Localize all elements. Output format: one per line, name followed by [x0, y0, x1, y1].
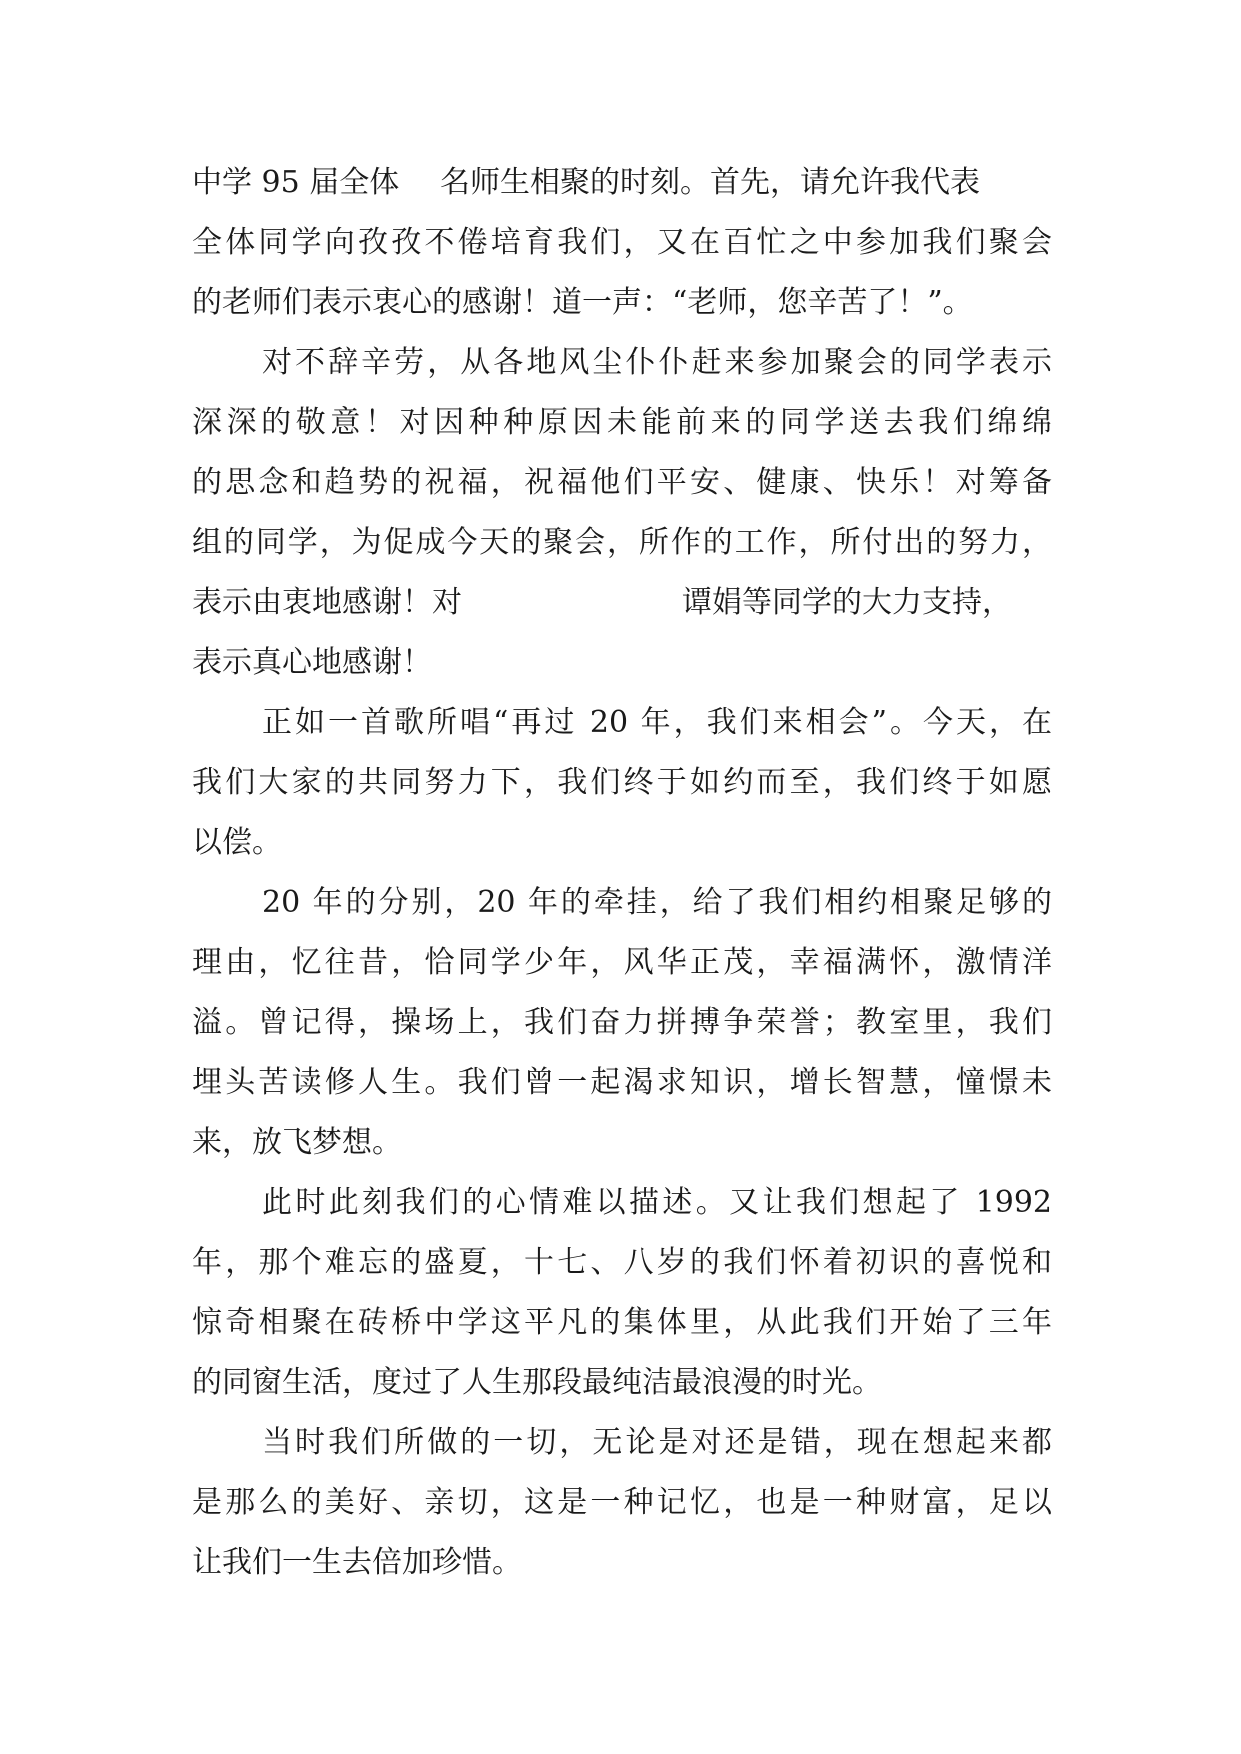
text-line: 来，放飞梦想。 [192, 1125, 402, 1160]
text-line [192, 573, 1052, 633]
text-line: 深深的敬意！对因种种原因未能前来的同学送去我们绵绵 [192, 405, 1052, 440]
text-line: 当时我们所做的一切，无论是对还是错，现在想起来都 [262, 1425, 1052, 1460]
text-line: 溢。曾记得，操场上，我们奋力拼搏争荣誉；教室里，我们 [192, 1005, 1052, 1040]
text-line: 20 年的分别，20 年的牵挂，给了我们相约相聚足够的 [262, 885, 1052, 920]
text-line: 年，那个难忘的盛夏，十七、八岁的我们怀着初识的喜悦和 [192, 1245, 1052, 1280]
text-line: 我们大家的共同努力下，我们终于如约而至，我们终于如愿 [192, 765, 1052, 800]
text-line [192, 153, 1052, 213]
text-line: 的同窗生活，度过了人生那段最纯洁最浪漫的时光。 [192, 1365, 882, 1400]
text-line: 是那么的美好、亲切，这是一种记忆，也是一种财富，足以 [192, 1485, 1052, 1520]
text-line: 的思念和趋势的祝福，祝福他们平安、健康、快乐！对筹备 [192, 465, 1052, 500]
text-segment: 中学 95 届全体 [192, 165, 400, 200]
text-segment: 谭娟等同学的大力支持， [682, 585, 1012, 620]
document-body [192, 153, 1052, 1593]
text-line: 组的同学，为促成今天的聚会，所作的工作，所付出的努力， [192, 525, 1052, 560]
text-line: 以偿。 [192, 825, 282, 860]
text-segment: 名师生相聚的时刻。首先，请允许我代表 [440, 165, 980, 200]
text-line: 对不辞辛劳，从各地风尘仆仆赶来参加聚会的同学表示 [262, 345, 1052, 380]
text-line: 正如一首歌所唱“再过 20 年，我们来相会”。今天，在 [262, 705, 1052, 740]
text-line: 埋头苦读修人生。我们曾一起渴求知识，增长智慧，憧憬未 [192, 1065, 1052, 1100]
text-line: 理由，忆往昔，恰同学少年，风华正茂，幸福满怀，激情洋 [192, 945, 1052, 980]
text-line: 表示真心地感谢！ [192, 645, 432, 680]
text-segment: 表示由衷地感谢！对 [192, 585, 462, 620]
text-line: 让我们一生去倍加珍惜。 [192, 1545, 522, 1580]
text-line: 此时此刻我们的心情难以描述。又让我们想起了 1992 [262, 1185, 1052, 1220]
text-line: 的老师们表示衷心的感谢！道一声：“老师，您辛苦了！”。 [192, 285, 973, 320]
text-line: 惊奇相聚在砖桥中学这平凡的集体里，从此我们开始了三年 [192, 1305, 1052, 1340]
text-line: 全体同学向孜孜不倦培育我们，又在百忙之中参加我们聚会 [192, 225, 1052, 260]
